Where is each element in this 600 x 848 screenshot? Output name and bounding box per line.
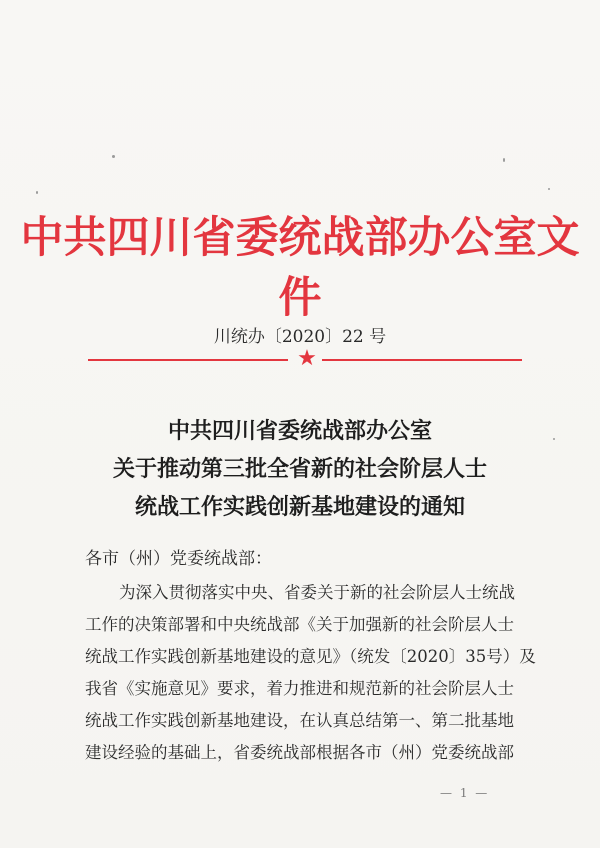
- body-line: 我省《实施意见》要求，着力推进和规范新的社会阶层人士: [85, 679, 514, 698]
- body-line: 工作的决策部署和中央统战部《关于加强新的社会阶层人士: [85, 615, 514, 634]
- star-icon: ★: [297, 346, 317, 371]
- body-line: 建设经验的基础上，省委统战部根据各市（州）党委统战部: [85, 743, 514, 762]
- scan-speck: [112, 155, 115, 158]
- scan-speck: [503, 158, 505, 162]
- divider-line-left: [88, 359, 288, 361]
- salutation: 各市（州）党委统战部：: [85, 549, 272, 569]
- document-number: 川统办〔2020〕22 号: [213, 327, 387, 347]
- scan-speck: [548, 188, 550, 190]
- body-line: 为深入贯彻落实中央、省委关于新的社会阶层人士统战: [119, 583, 515, 602]
- body-line: 统战工作实践创新基地建设的意见》（统发〔2020〕35号）及: [85, 647, 536, 666]
- header-title: 中共四川省委统战部办公室文件: [20, 213, 580, 323]
- notice-title: [0, 412, 600, 526]
- body-text: [85, 577, 536, 769]
- notice-title-line: 关于推动第三批全省新的社会阶层人士: [112, 456, 487, 482]
- notice-title-line: 中共四川省委统战部办公室: [167, 418, 432, 444]
- body-line: 统战工作实践创新基地建设，在认真总结第一、第二批基地: [85, 711, 514, 730]
- divider-line-right: [322, 359, 522, 361]
- scan-speck: [36, 191, 38, 194]
- notice-title-line: 统战工作实践创新基地建设的通知: [134, 494, 465, 520]
- page-number: — 1 —: [440, 786, 490, 800]
